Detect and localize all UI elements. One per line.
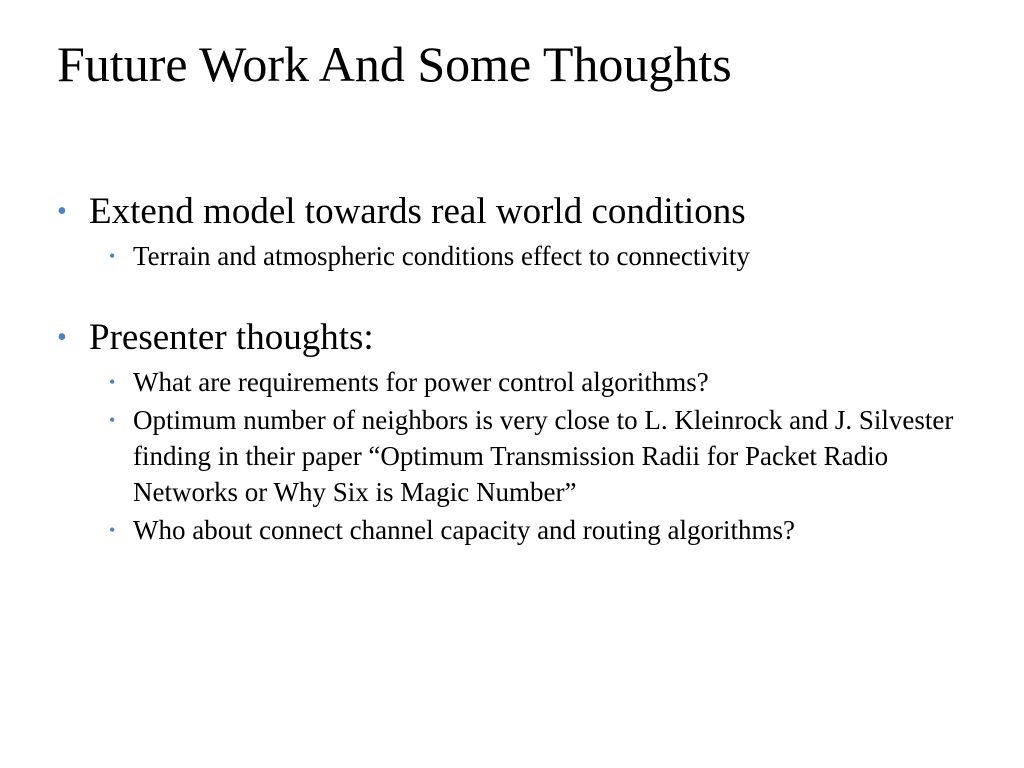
bullet-dot-icon: •	[57, 322, 67, 353]
bullet-level1	[57, 314, 977, 362]
bullet-level2	[57, 238, 977, 274]
bullet-level2	[57, 364, 977, 400]
bullet-level2	[57, 512, 977, 548]
sub-bullet-text: Terrain and atmospheric conditions effect to connectivity	[133, 241, 750, 271]
sub-bullet-text: Optimum number of neighbors is very close to L. Kleinrock and J. Silvester finding in their paper “Optimum Transmission Radii for Packet Radio Networks or Why Six is Magic Number”	[133, 405, 954, 507]
bullet-level1	[57, 188, 977, 236]
bullet-text: Extend model towards real world conditions	[89, 191, 746, 232]
sub-bullet-dot-icon: •	[109, 372, 116, 392]
bullet-text: Presenter thoughts:	[89, 317, 374, 358]
sub-bullet-dot-icon: •	[109, 246, 116, 266]
sub-bullet-dot-icon: •	[109, 520, 116, 540]
bullet-level2	[57, 402, 977, 510]
sub-bullet-text: What are requirements for power control algorithms?	[133, 367, 709, 397]
slide-body	[57, 188, 977, 548]
section-gap	[57, 274, 977, 314]
slide-title: Future Work And Some Thoughts	[57, 36, 732, 92]
sub-bullet-dot-icon: •	[109, 410, 116, 430]
sub-bullet-text: Who about connect channel capacity and routing algorithms?	[133, 515, 796, 545]
bullet-dot-icon: •	[57, 196, 67, 227]
